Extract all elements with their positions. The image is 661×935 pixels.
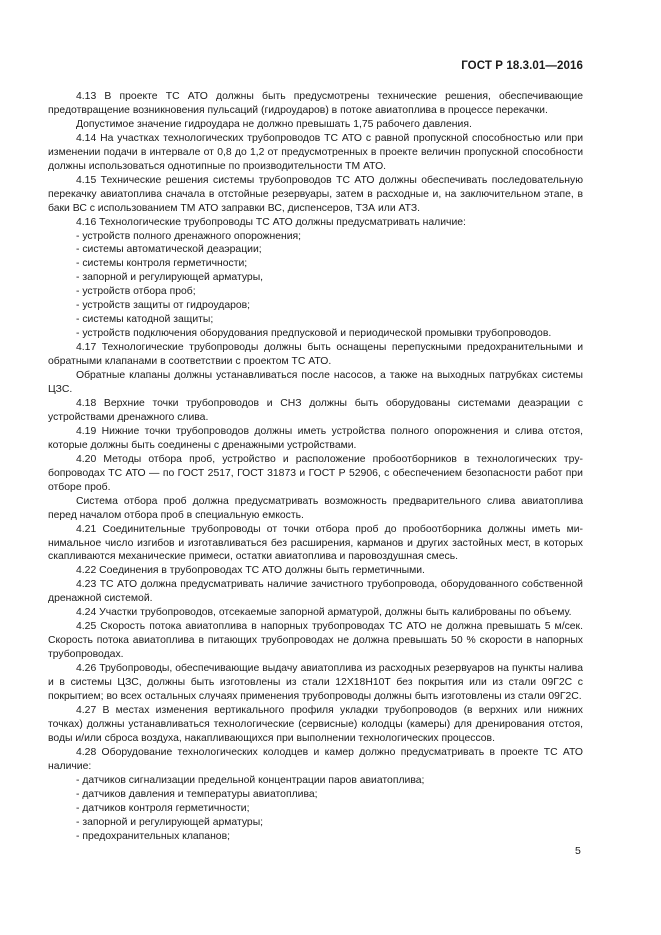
- paragraph: 4.24 Участки трубопроводов, отсекаемые запорной арматурой, должны быть калиброваны по объему.: [76, 607, 572, 619]
- document-body: [48, 90, 583, 843]
- paragraph: Допустимое значение гидроудара не должно превышать 1,75 рабочего давления.: [76, 118, 472, 130]
- paragraph: 4.25 Скорость потока авиатоплива в напорных трубопроводах ТС АТО не должна превышать 5 м/сек. Скорость потока авиатоплива в питающих трубопроводах не должна превышать 50 % скорости в напорных трубопроводах.: [48, 621, 583, 661]
- paragraph: 4.14 На участках технологических трубопроводов ТС АТО с равной пропускной способностью или при изменении подачи в интервале от 0,8 до 1,2 от предусмотренных в проекте величин пропускной способности должны использоваться однотипные по производительности ТМ АТО.: [48, 132, 583, 172]
- list-item: - датчиков сигнализации предельной концентрации паров авиатоплива;: [76, 774, 425, 786]
- list-item: - устройств отбора проб;: [76, 286, 196, 298]
- list-item: - системы контроля герметичности;: [76, 258, 248, 270]
- paragraph: Система отбора проб должна предусматривать возможность предварительного слива авиатоплива перед началом отбора проб в специальную емкость.: [48, 495, 583, 521]
- paragraph: 4.18 Верхние точки трубопроводов и СНЗ должны быть оборудованы системами деаэрации с устройствами дренажного слива.: [48, 397, 583, 423]
- paragraph: 4.19 Нижние точки трубопроводов должны иметь устройства полного опорожнения и слива отстоя, которые должны быть соединены с дренажными устройствами.: [48, 425, 583, 451]
- paragraph: 4.16 Технологические трубопроводы ТС АТО должны предусматривать наличие:: [76, 216, 466, 228]
- list-item: - устройств полного дренажного опорожнения;: [76, 230, 302, 242]
- list-item: - запорной и регулирующей арматуры;: [76, 816, 264, 828]
- list-item: - устройств защиты от гидроударов;: [76, 300, 251, 312]
- list-item: - датчиков давления и температуры авиатоплива;: [76, 788, 318, 800]
- list-item: - датчиков контроля герметичности;: [76, 802, 250, 814]
- paragraph: 4.23 ТС АТО должна предусматривать наличие зачистного трубопровода, оборудованного собственной дренажной системой.: [48, 579, 583, 605]
- paragraph: 4.28 Оборудование технологических колодцев и камер должно предусматривать в проекте ТС АТО наличие:: [48, 746, 583, 772]
- paragraph: 4.20 Методы отбора проб, устройство и расположение пробоотборников в технологических трубопроводах ТС АТО — по ГОСТ 2517, ГОСТ 31873 и ГОСТ Р 52906, с обеспечением безопасности работ при отборе проб.: [48, 453, 583, 493]
- paragraph: 4.15 Технические решения системы трубопроводов ТС АТО должны обеспечивать последовательную перекачку авиатоплива сначала в отстойные резервуары, затем в расходные и, на заключительном этапе, в баки ВС с использованием ТМ АТО заправки ВС, диспенсеров, ТЗА или АТЗ.: [48, 174, 583, 214]
- paragraph: 4.22 Соединения в трубопроводах ТС АТО должны быть герметичными.: [76, 565, 425, 577]
- list-item: - предохранительных клапанов;: [76, 830, 230, 842]
- paragraph: 4.27 В местах изменения вертикального профиля укладки трубопроводов (в верхних или нижних точках) должны устанавливаться технологические (сервисные) колодцы (камеры) для дренирования отстоя, воды и/или сброса воздуха, накапливающихся при выполнении технологических процессов.: [48, 704, 583, 744]
- document-header: ГОСТ Р 18.3.01—2016: [461, 60, 583, 72]
- list-item: - системы катодной защиты;: [76, 314, 214, 326]
- list-item: - устройств подключения оборудования предпусковой и периодической промывки трубопроводов.: [76, 328, 552, 340]
- paragraph: 4.21 Соединительные трубопроводы от точки отбора проб до пробоотборника должны иметь минимальное число изгибов и изготавливаться без расширения, карманов и других застойных мест, в которых скапливаются механические примеси, остатки авиатоплива и паровоздушная смесь.: [48, 523, 583, 563]
- list-item: - системы автоматической деаэрации;: [76, 244, 262, 256]
- paragraph: 4.13 В проекте ТС АТО должны быть предусмотрены технические решения, обеспечивающие предотвращение возникновения пульсаций (гидроударов) в потоке авиатоплива в процессе перекачки.: [48, 91, 583, 116]
- paragraph: Обратные клапаны должны устанавливаться после насосов, а также на выходных патрубках системы ЦЗС.: [48, 370, 583, 396]
- paragraph: 4.17 Технологические трубопроводы должны быть оснащены перепускными предохранительными и обратными клапанами в соответствии с проектом ТС АТО.: [48, 342, 583, 368]
- list-item: - запорной и регулирующей арматуры,: [76, 272, 264, 284]
- page-number: 5: [575, 845, 581, 857]
- paragraph: 4.26 Трубопроводы, обеспечивающие выдачу авиатоплива из расходных резервуаров на пункты налива и в системы ЦЗС, должны быть изготовлены из стали 12Х18Н10Т без покрытия или из стали 09Г2С с покрытием; во всех остальных случаях применения трубопроводы должны быть изготовлены из стали 09Г2С.: [48, 663, 583, 702]
